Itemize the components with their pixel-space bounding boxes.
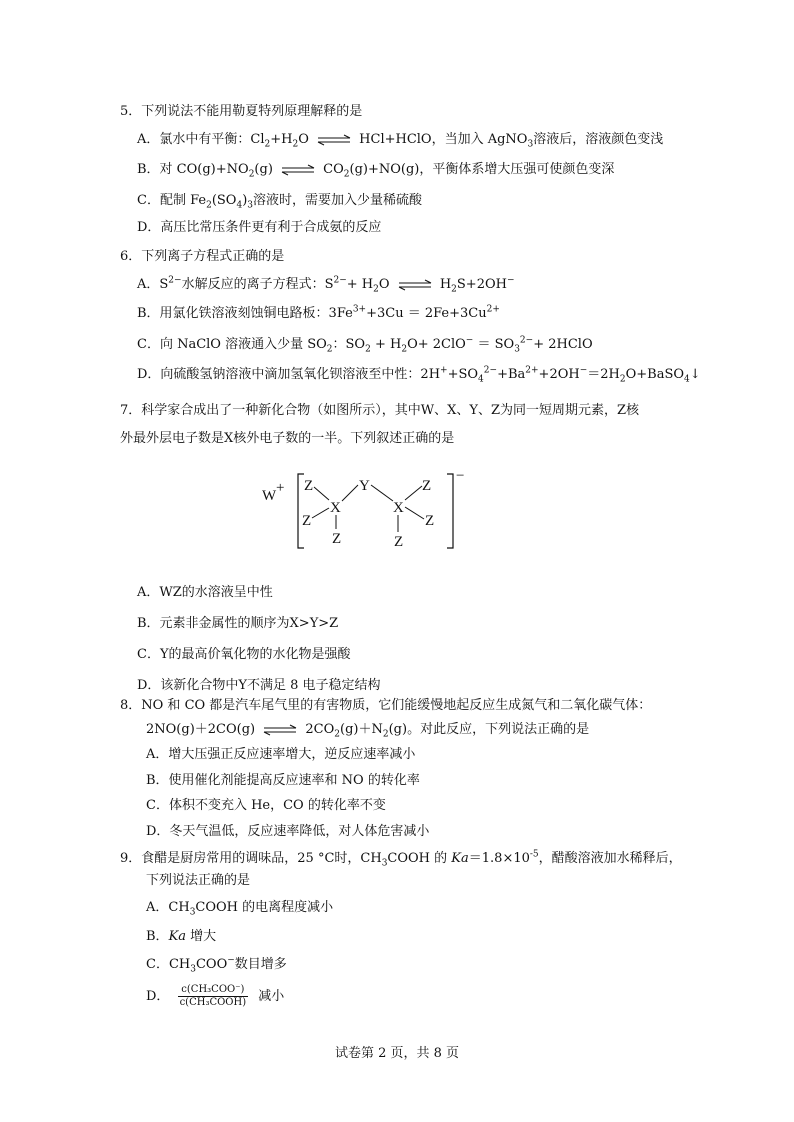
q7-stem-line1: 7．科学家合成出了一种新化合物（如图所示），其中W、X、Y、Z为同一短周期元素，Z核 [120, 403, 640, 418]
q6-option-c: C．向 NaClO 溶液通入少量 $SO_2$：$SO_2 + H_2O+ 2ClO^- = SO_3^{2-}+$ 2HClO [137, 335, 593, 355]
q8-option-b: B．使用催化剂能提高反应速率和 NO 的转化率 [146, 773, 420, 788]
q5-option-c: C．配制 $Fe_2(SO_4)_3$溶液时，需要加入少量稀硫酸 [137, 193, 423, 211]
atom-z-bottom-right: Z [394, 534, 404, 550]
q9-option-b: B．Ka 增大 [146, 929, 217, 944]
q7-option-d: D．该新化合物中Y不满足 8 电子稳定结构 [137, 678, 381, 693]
atom-z-top-right: Z [422, 478, 432, 494]
ratio-denominator: c(CH₃COOH) [179, 997, 247, 1008]
molecular-structure-diagram [262, 468, 465, 560]
atom-y: Y [359, 478, 370, 494]
q5-stem: 5．下列说法不能用勒夏特列原理解释的是 [120, 104, 363, 119]
atom-z-left: Z [302, 513, 312, 529]
q6-option-d: D．向硫酸氢钠溶液中滴加氢氧化钡溶液至中性：$2H^++SO_4^{2-}+Ba^{2+}+2OH^-=2H_2O+BaSO_4↓$ [137, 365, 701, 385]
equilibrium-arrow-icon [262, 724, 298, 736]
q5-option-a: A．氯水中有平衡：$Cl_2+H_2O$ HCl+HClO，当加入 AgNO$_3$溶液后，溶液颜色变浅 [137, 132, 664, 150]
q9-option-c: C．$CH_3COO^-$数目增多 [146, 955, 287, 975]
q6-option-a: A．$S^{2-}$水解反应的离子方程式：$S^{2-}+ H_2O$ $H_2S+2OH^-$ [137, 275, 515, 295]
q6-option-b: B．用氯化铁溶液刻蚀铜电路板：$3Fe^{3+}+3Cu = 2Fe+3Cu^{2+}$ [137, 304, 500, 321]
q9-option-a: A．$CH_3COOH$ 的电离程度减小 [146, 900, 334, 918]
atom-z-bottom-left: Z [332, 531, 342, 547]
q8-option-c: C．体积不变充入 He，CO 的转化率不变 [146, 798, 386, 813]
q7-option-a: A．WZ的水溶液呈中性 [137, 585, 273, 600]
q5-option-b: B．对 $CO(g)+NO_2(g)$ $CO_2(g)+NO(g)$，平衡体系增大压强可使颜色变深 [137, 162, 615, 180]
q7-stem-line2: 外最外层电子数是X核外电子数的一半。下列叙述正确的是 [120, 431, 455, 446]
q8-stem-line1: 8．NO 和 CO 都是汽车尾气里的有害物质，它们能缓慢地起反应生成氮气和二氧化碳气体： [120, 698, 652, 713]
q6-stem: 6．下列离子方程式正确的是 [120, 249, 285, 264]
q7-option-b: B．元素非金属性的顺序为X>Y>Z [137, 616, 339, 631]
page-footer: 试卷第 2 页，共 8 页 [334, 1046, 460, 1061]
atom-x-right: X [393, 500, 404, 516]
q9-option-d: D． $\frac{\text{c(CH₃COO⁻)}}{\text{c(CH₃COOH)}}$ 减小 [146, 984, 285, 1008]
right-bracket [447, 474, 453, 548]
w-charge: + [276, 480, 285, 496]
atom-w: W [262, 488, 277, 504]
q9-stem-line1: 9．食醋是厨房常用的调味品，25 °C时，$CH_3COOH$ 的 $Ka=1.8\times 10^{-5}$，醋酸溶液加水稀释后， [120, 849, 682, 869]
q8-equation: 2NO(g)＋2CO(g) $2CO_2(g)+N_2(g)$。对此反应，下列说法正确的是 [146, 722, 590, 740]
q8-option-d: D．冬天气温低，反应速率降低，对人体危害减小 [146, 824, 430, 839]
q5-option-d: D．高压比常压条件更有利于合成氨的反应 [137, 220, 382, 235]
q7-option-c: C．Y的最高价氧化物的水化物是强酸 [137, 647, 351, 662]
concentration-ratio [178, 984, 249, 1009]
ion-charge: − [456, 468, 465, 484]
atom-z-right: Z [425, 513, 435, 529]
equilibrium-arrow-icon [316, 134, 352, 146]
ratio-numerator: c(CH₃COO⁻) [178, 984, 249, 997]
atom-z-top-left: Z [304, 478, 314, 494]
equilibrium-arrow-icon [397, 279, 433, 291]
equilibrium-arrow-icon [280, 164, 316, 176]
q9-stem-line2: 下列说法正确的是 [146, 873, 251, 888]
q8-option-a: A．增大压强正反应速率增大，逆反应速率减小 [146, 747, 416, 762]
atom-x-left: X [330, 500, 341, 516]
